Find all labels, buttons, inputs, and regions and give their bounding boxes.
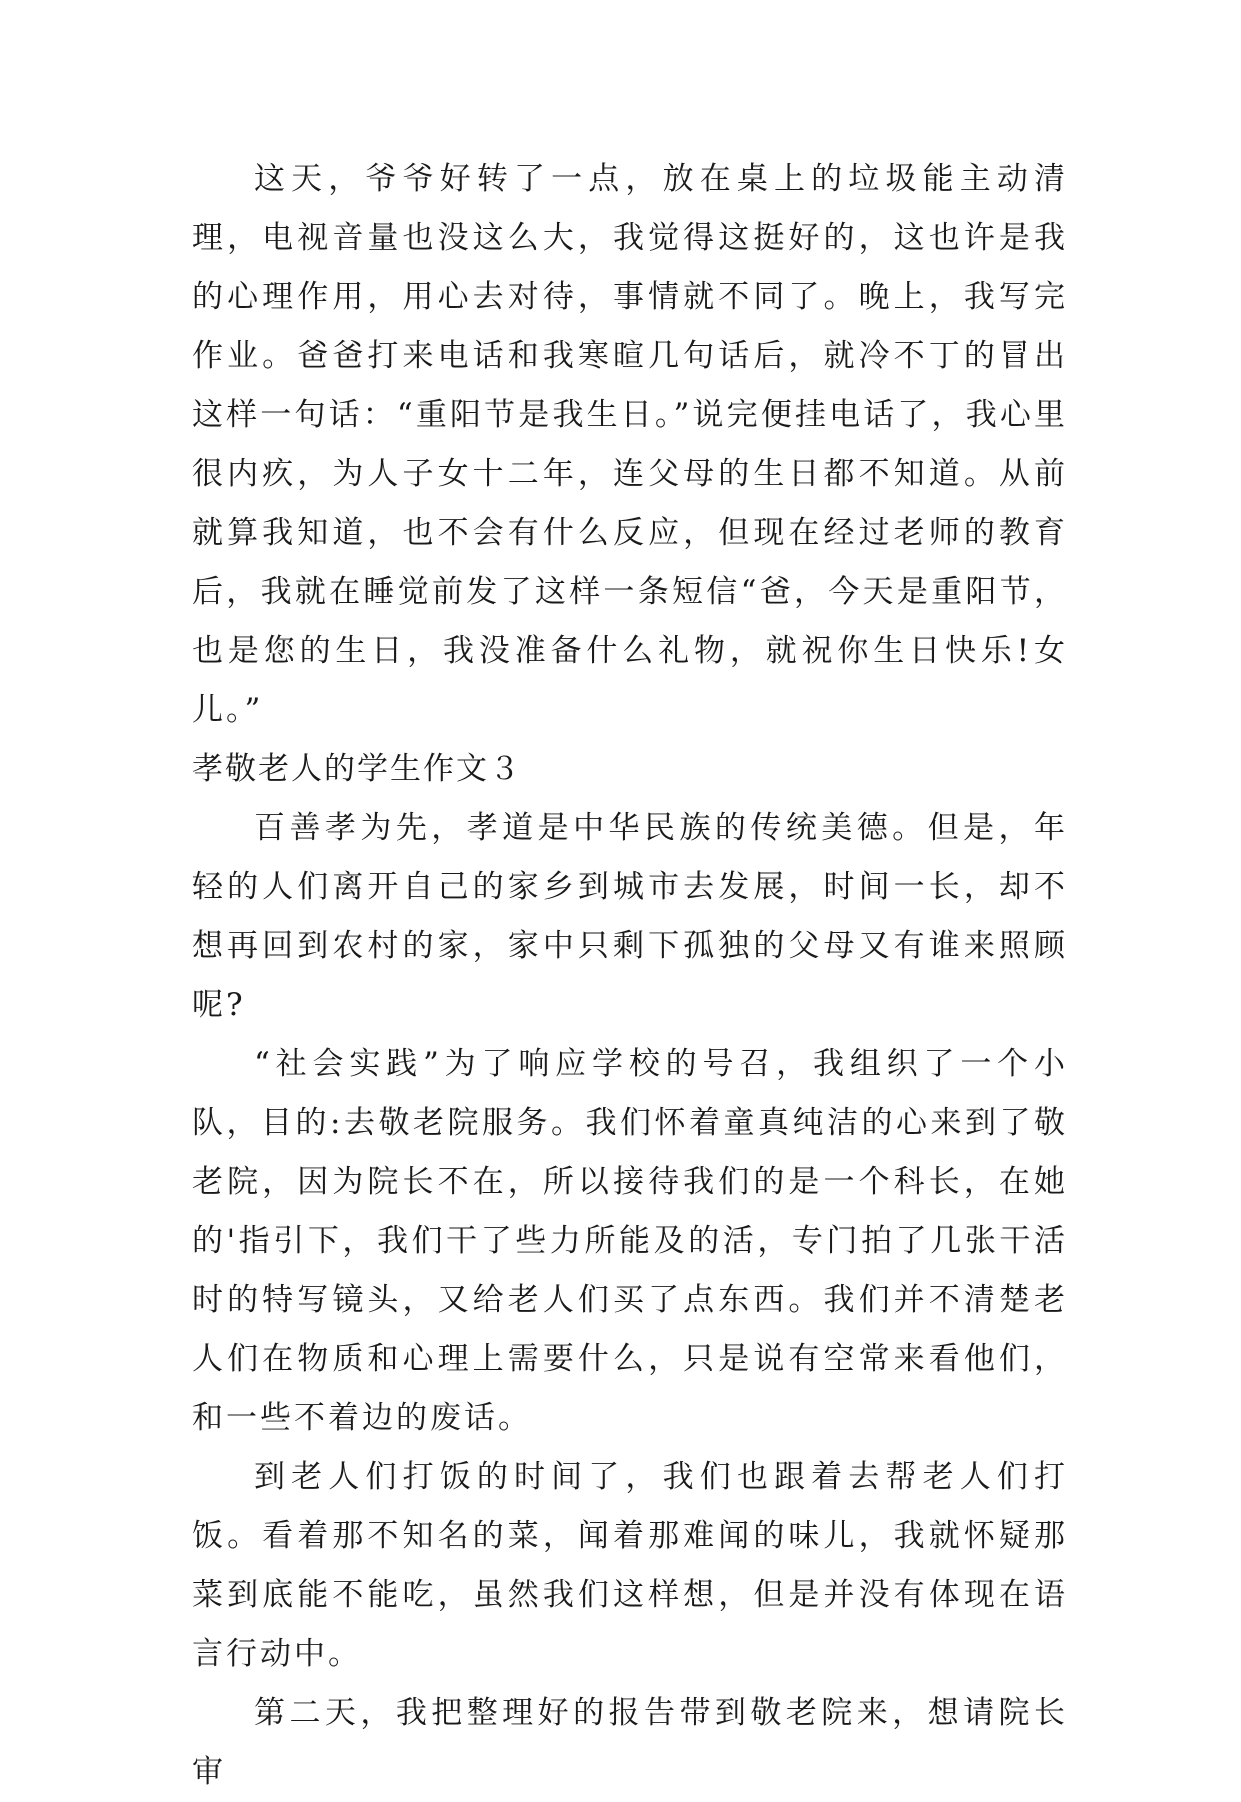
paragraph-filial-piety: 百善孝为先，孝道是中华民族的传统美德。但是，年轻的人们离开自己的家乡到城市去发展，时间一长，却不想再回到农村的家，家中只剩下孤独的父母又有谁来照顾呢?: [192, 810, 1068, 1023]
paragraph-serving-meals: 到老人们打饭的时间了，我们也跟着去帮老人们打饭。看着那不知名的菜，闻着那难闻的味儿，我就怀疑那菜到底能不能吃，虽然我们这样想，但是并没有体现在语言行动中。: [192, 1459, 1068, 1672]
paragraph-social-practice: “社会实践”为了响应学校的号召，我组织了一个小队，目的:去敬老院服务。我们怀着童真纯洁的心来到了敬老院，因为院长不在，所以接待我们的是一个科长，在她的'指引下，我们干了些力所能及的活，专门拍了几张干活时的特写镜头，又给老人们买了点东西。我们并不清楚老人们在物质和心理上需要什么，只是说有空常来看他们，和一些不着边的废话。: [192, 1046, 1068, 1436]
section-title: 孝敬老人的学生作文３: [192, 751, 522, 787]
paragraph-next-day: 第二天，我把整理好的报告带到敬老院来，想请院长审: [192, 1695, 1068, 1790]
paragraph-grandpa-birthday: 这天，爷爷好转了一点，放在桌上的垃圾能主动清理，电视音量也没这么大，我觉得这挺好的，这也许是我的心理作用，用心去对待，事情就不同了。晚上，我写完作业。爸爸打来电话和我寒暄几句话后，就冷不丁的冒出这样一句话：“重阳节是我生日。”说完便挂电话了，我心里很内疚，为人子女十二年，连父母的生日都不知道。从前就算我知道，也不会有什么反应，但现在经过老师的教育后，我就在睡觉前发了这样一条短信“爸，今天是重阳节，也是您的生日，我没准备什么礼物，就祝你生日快乐!女儿。”: [192, 161, 1068, 728]
document-page: [192, 150, 1068, 1802]
